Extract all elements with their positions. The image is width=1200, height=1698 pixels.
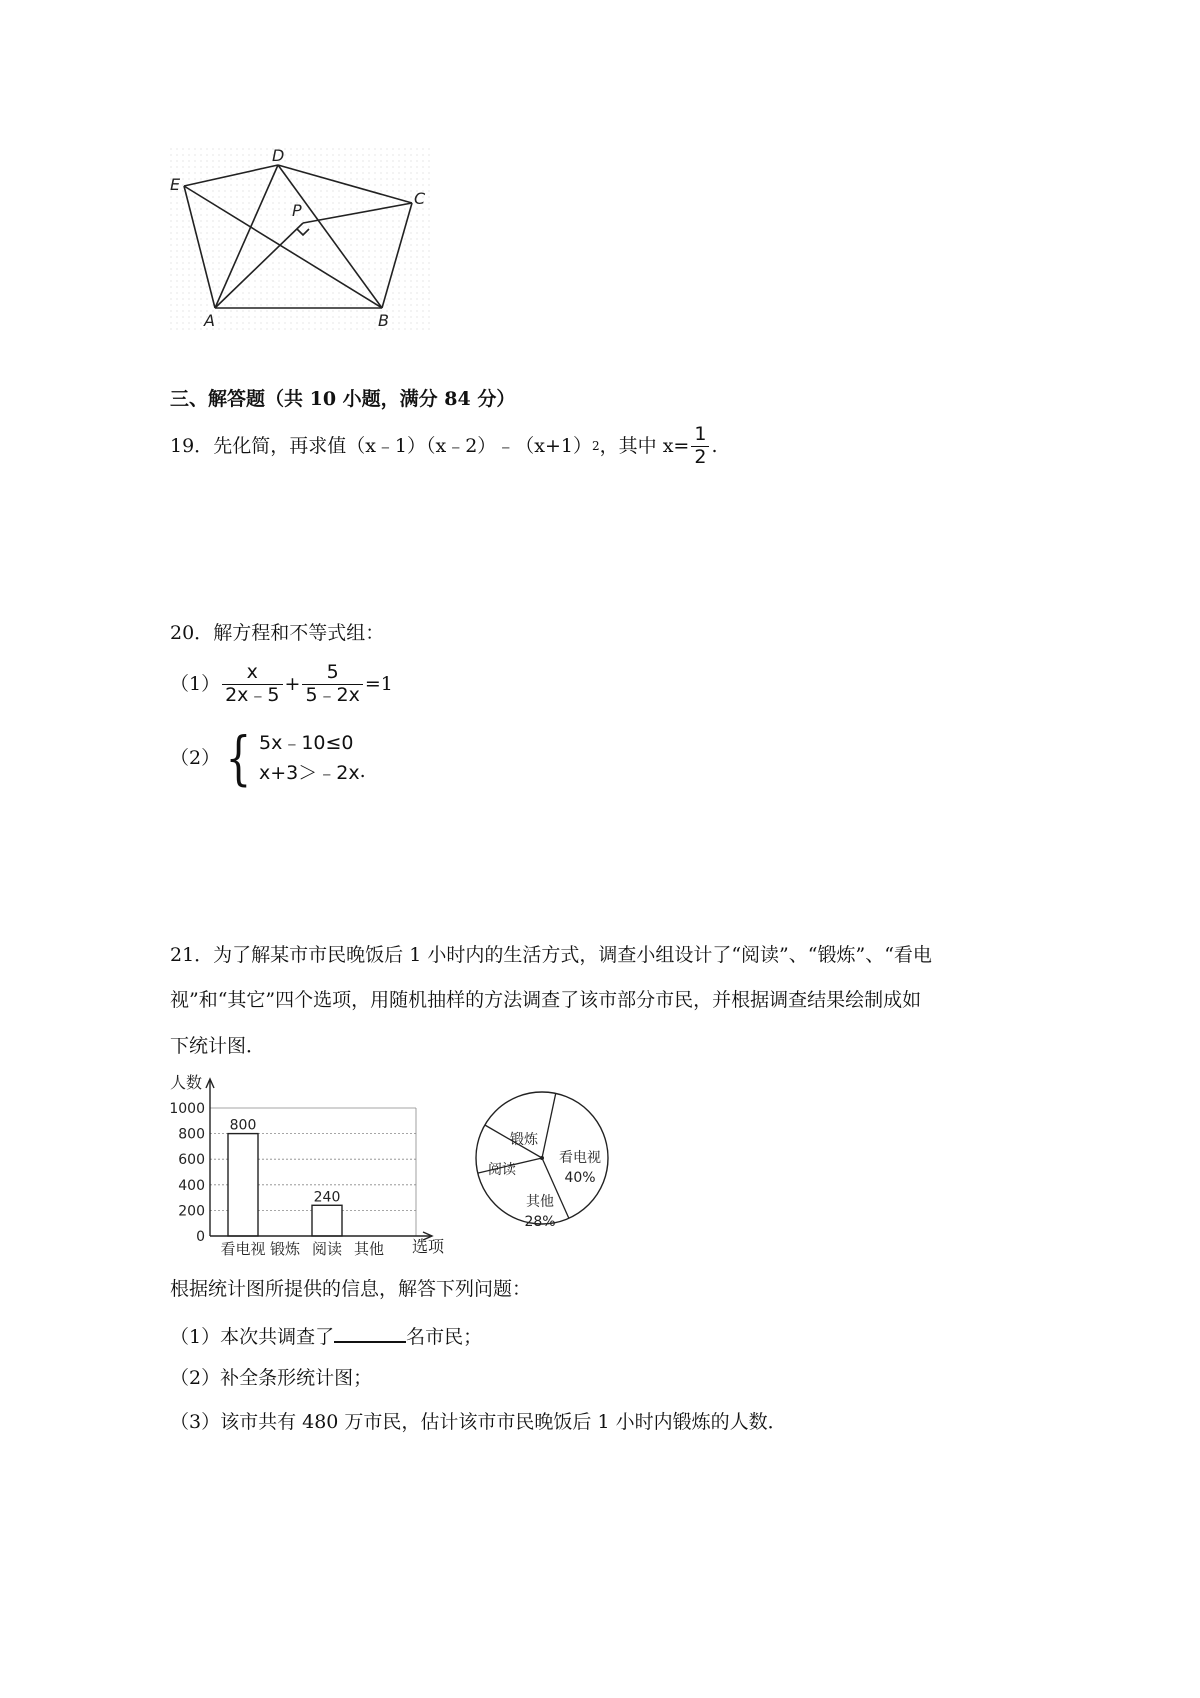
pie-label: 阅读 <box>488 1162 516 1178</box>
q20-inequality-2: x+3＞﹣2x <box>259 762 360 785</box>
q20-part1 <box>170 662 393 707</box>
q20-frac2-den: 5﹣2x <box>302 684 362 707</box>
question-20-title <box>170 622 384 645</box>
x-tick-label: 其他 <box>353 1240 385 1258</box>
pie-label: 其他 <box>526 1194 554 1210</box>
label-A: A <box>204 311 215 330</box>
q21-line1: 21．为了解某市市民晚饭后 1 小时内的生活方式，调查小组设计了“阅读”、“锻炼”、“看电 <box>170 944 932 966</box>
q20-frac1-den: 2x﹣5 <box>222 684 282 707</box>
q20-number: 20． <box>170 622 214 644</box>
y-tick-label: 800 <box>178 1126 205 1143</box>
pie-label: 锻炼 <box>510 1132 538 1148</box>
q20-part2-label: （2） <box>170 746 221 769</box>
label-C: C <box>414 189 426 208</box>
bar-chart-bars <box>228 1118 342 1236</box>
label-E: E <box>170 175 181 194</box>
bar <box>228 1134 258 1236</box>
q19-end: . <box>711 434 718 457</box>
q21-after-chart: 根据统计图所提供的信息，解答下列问题： <box>170 1278 532 1300</box>
pie-label: 看电视 <box>559 1150 601 1166</box>
q20-plus: + <box>284 672 301 695</box>
q21-sub1 <box>170 1323 482 1349</box>
q20-frac2 <box>302 662 362 707</box>
bar-chart-xlabel: 选项 <box>412 1237 445 1256</box>
section-heading: 三、解答题（共 10 小题，满分 84 分） <box>170 388 516 410</box>
label-B: B <box>378 311 389 330</box>
bar <box>312 1205 342 1236</box>
bar-chart-x-ticks <box>220 1240 384 1258</box>
q20-frac1-num: x <box>246 661 258 683</box>
q20-rhs: =1 <box>364 672 393 695</box>
q20-title: 解方程和不等式组： <box>213 622 385 644</box>
q21-answer-blank[interactable] <box>334 1323 406 1343</box>
pie-percent-label: 28% <box>524 1214 556 1230</box>
label-P: P <box>292 201 302 220</box>
q21-line2: 视”和“其它”四个选项，用随机抽样的方法调查了该市部分市民，并根据调查结果绘制成如 <box>170 989 922 1011</box>
q20-inequality-system <box>220 724 360 793</box>
pie-chart <box>468 1070 618 1254</box>
q19-text: 先化简，再求值（x﹣1）（x﹣2）﹣（x+1） <box>213 434 593 457</box>
y-tick-label: 1000 <box>169 1101 205 1117</box>
q20-part1-label: （1） <box>170 672 221 695</box>
q19-frac-den: 2 <box>691 446 709 469</box>
pie-percent-label: 40% <box>564 1170 596 1186</box>
bar-chart <box>168 1070 458 1258</box>
bar-data-label: 240 <box>313 1189 341 1206</box>
label-D: D <box>272 148 285 165</box>
q21-line3: 下统计图． <box>170 1035 266 1057</box>
figure-background <box>170 148 432 330</box>
q19-fraction <box>691 424 709 469</box>
q20-frac2-num: 5 <box>326 661 339 683</box>
y-tick-label: 200 <box>178 1203 205 1220</box>
q20-ineq-end: . <box>359 759 366 782</box>
bar-data-label: 800 <box>229 1117 257 1134</box>
y-tick-label: 0 <box>196 1229 205 1245</box>
x-tick-label: 锻炼 <box>269 1240 301 1258</box>
q21-sub2: （2）补全条形统计图； <box>170 1367 373 1389</box>
q19-text-after: ，其中 x= <box>599 434 690 457</box>
q20-inequality-1: 5x﹣10≤0 <box>259 732 354 754</box>
q20-brace: { <box>225 724 252 793</box>
y-tick-label: 600 <box>178 1152 205 1169</box>
q21-sub1-after: 名市民； <box>406 1326 483 1348</box>
q20-frac1 <box>222 662 282 707</box>
x-tick-label: 阅读 <box>311 1240 343 1258</box>
x-tick-label: 看电视 <box>220 1240 266 1258</box>
question-19 <box>170 424 718 469</box>
q21-sub1-before: （1）本次共调查了 <box>170 1326 335 1348</box>
bar-chart-y-ticks <box>169 1101 205 1245</box>
y-tick-label: 400 <box>178 1177 205 1194</box>
pie-center <box>540 1156 544 1160</box>
q19-exponent: 2 <box>592 439 600 454</box>
q19-number: 19． <box>170 434 214 457</box>
q19-frac-num: 1 <box>694 423 707 445</box>
geometry-figure <box>170 148 432 330</box>
q21-sub3: （3）该市共有 480 万市民，估计该市市民晚饭后 1 小时内锻炼的人数． <box>170 1411 787 1433</box>
bar-chart-ylabel: 人数 <box>170 1073 203 1092</box>
q20-part2 <box>170 724 366 793</box>
